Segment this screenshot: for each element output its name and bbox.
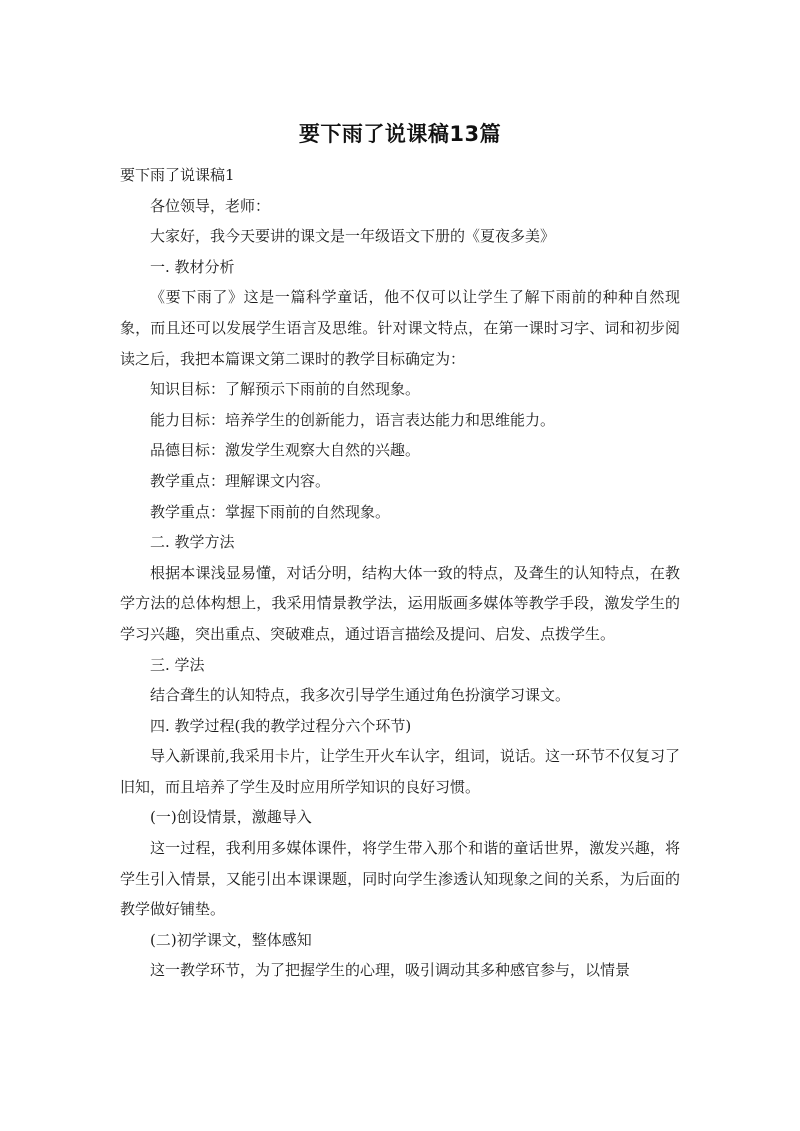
paragraph: 这一教学环节，为了把握学生的心理，吸引调动其多种感官参与，以情景 [150, 961, 631, 980]
paragraph: 三. 学法 [150, 655, 205, 674]
paragraph: 这一过程，我利用多媒体课件，将学生带入那个和谐的童话世界，激发兴趣，将学生引入情景，又能引出本课课题，同时向学生渗透认知现象之间的关系，为后面的教学做好铺垫。 [120, 839, 680, 919]
paragraph: 教学重点：理解课文内容。 [150, 471, 331, 490]
paragraph: 一. 教材分析 [150, 257, 235, 276]
document-title: 要下雨了说课稿13篇 [298, 122, 502, 146]
paragraph: 品德目标：激发学生观察大自然的兴趣。 [150, 441, 421, 460]
paragraph: 教学重点：掌握下雨前的自然现象。 [150, 502, 391, 521]
paragraph: 能力目标：培养学生的创新能力，语言表达能力和思维能力。 [150, 410, 556, 429]
section-heading: 要下雨了说课稿1 [120, 166, 235, 184]
paragraph: 根据本课浅显易懂，对话分明，结构大体一致的特点，及聋生的认知特点，在教学方法的总体构想上，我采用情景教学法，运用版画多媒体等教学手段，激发学生的学习兴趣，突出重点、突破难点，通过语言描绘及提问、启发、点拨学生。 [120, 563, 680, 643]
paragraph: 各位领导，老师： [150, 196, 271, 215]
paragraph: 结合聋生的认知特点，我多次引导学生通过角色扮演学习课文。 [150, 686, 571, 705]
paragraph: 四. 教学过程(我的教学过程分六个环节) [150, 716, 412, 735]
paragraph: (一)创设情景，激趣导入 [150, 808, 312, 827]
paragraph: 导入新课前,我采用卡片，让学生开火车认字，组词，说话。这一环节不仅复习了旧知，而且培养了学生及时应用所学知识的良好习惯。 [120, 747, 680, 796]
paragraph: 大家好，我今天要讲的课文是一年级语文下册的《夏夜多美》 [150, 227, 556, 246]
paragraph: (二)初学课文，整体感知 [150, 930, 312, 949]
paragraph: 二. 教学方法 [150, 533, 235, 552]
paragraph: 《要下雨了》这是一篇科学童话，他不仅可以让学生了解下雨前的种种自然现象，而且还可以发展学生语言及思维。针对课文特点，在第一课时习字、词和初步阅读之后，我把本篇课文第二课时的教学目标确定为： [120, 288, 680, 368]
document-body [120, 160, 680, 986]
paragraph: 知识目标：了解预示下雨前的自然现象。 [150, 380, 421, 399]
